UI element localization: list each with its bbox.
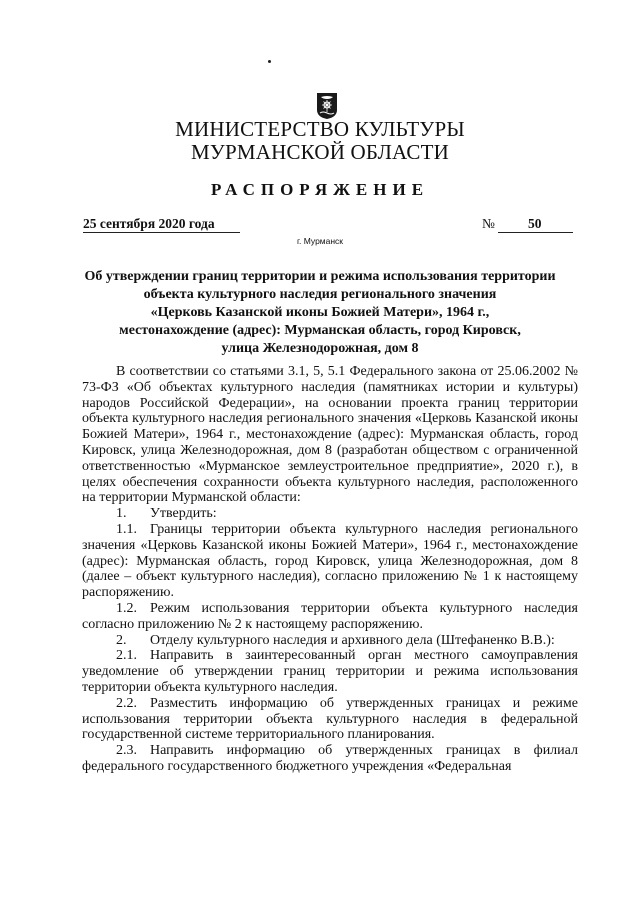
paragraph-2 bbox=[82, 633, 578, 649]
order-date: 25 сентября 2020 года bbox=[83, 216, 215, 231]
subject-line-2: объекта культурного наследия регионального значения bbox=[143, 287, 497, 302]
paragraph-number: 1.2. bbox=[116, 600, 137, 616]
order-number: 50 bbox=[528, 216, 542, 231]
paragraph-2-2 bbox=[82, 696, 578, 743]
subject-line-5: улица Железнодорожная, дом 8 bbox=[221, 341, 419, 356]
paragraph-number: 2.3. bbox=[116, 743, 137, 759]
paragraph-1 bbox=[82, 506, 578, 522]
number-underline bbox=[498, 232, 573, 233]
paragraph-1-2 bbox=[82, 601, 578, 633]
paragraph-text: Режим использования территории объекта культурного наследия согласно приложению № 2 к настоящему распоряжению. bbox=[82, 600, 578, 632]
paragraph-text: Разместить информацию об утвержденных границах и режиме использования территории объекта культурного наследия в федеральной государственной системе территориального планирования. bbox=[82, 695, 578, 743]
city: г. Мурманск bbox=[296, 236, 344, 246]
paragraph-2-1 bbox=[82, 648, 578, 695]
ministry-name bbox=[0, 118, 640, 164]
paragraph-number: 2.1. bbox=[116, 648, 137, 664]
paragraph-1-1 bbox=[82, 522, 578, 601]
paragraph-number: 2. bbox=[116, 632, 127, 648]
paragraph-number: 1.1. bbox=[116, 521, 137, 537]
paragraph-text: Направить в заинтересованный орган местного самоуправления уведомление об утверждении границ территории и режима использования территории объекта культурного наследия. bbox=[82, 648, 578, 695]
ministry-line-1: МИНИСТЕРСТВО КУЛЬТУРЫ bbox=[175, 117, 465, 141]
paragraph-text: Отделу культурного наследия и архивного дела (Штефаненко В.В.): bbox=[150, 632, 555, 648]
order-body bbox=[82, 364, 578, 775]
paragraph-2-3 bbox=[82, 743, 578, 775]
order-title: РАСПОРЯЖЕНИЕ bbox=[210, 180, 430, 199]
subject-line-4: местонахождение (адрес): Мурманская область, город Кировск, bbox=[119, 323, 521, 338]
intro-paragraph: В соответствии со статьями 3.1, 5, 5.1 Федерального закона от 25.06.2002 № 73-ФЗ «Об объектах культурного наследия (памятниках истории и культуры) народов Российской Федерации», на основании проекта границ территории объекта культурного наследия регионального значения «Церковь Казанской иконы Божией Матери», 1964 г., местонахождение (адрес): Мурманская область, город Кировск, улица Железнодорожная, дом 8 (разработан обществом с ограниченной ответственностью «Мурманское землеустроительное предприятие», 2020 г.), в целях обеспечения сохранности объекта культурного наследия, расположенного на территории Мурманской области: bbox=[82, 364, 578, 506]
subject-line-3: «Церковь Казанской иконы Божией Матери», 1964 г., bbox=[150, 305, 490, 320]
paragraph-text: Утвердить: bbox=[150, 506, 217, 522]
date-underline bbox=[83, 232, 240, 233]
scan-dot bbox=[268, 60, 271, 63]
paragraph-number: 2.2. bbox=[116, 695, 137, 711]
number-sign: № bbox=[482, 216, 495, 231]
subject-line-1: Об утверждении границ территории и режима использования территории bbox=[84, 269, 556, 284]
paragraph-text: Направить информацию об утвержденных границах в филиал федерального государственного бюджетного учреждения «Федеральная bbox=[82, 743, 578, 774]
coat-of-arms-icon bbox=[316, 92, 338, 120]
paragraph-text: Границы территории объекта культурного наследия регионального значения «Церковь Казанской иконы Божией Матери», 1964 г., местонахождение (адрес): Мурманская область, город Кировск, улица Железнодорожная, дом 8 (далее – объект культурного наследия), согласно приложению № 1 к настоящему распоряжению. bbox=[82, 521, 578, 601]
ministry-line-2: МУРМАНСКОЙ ОБЛАСТИ bbox=[191, 140, 449, 164]
paragraph-number: 1. bbox=[116, 506, 127, 522]
order-subject bbox=[60, 268, 580, 358]
